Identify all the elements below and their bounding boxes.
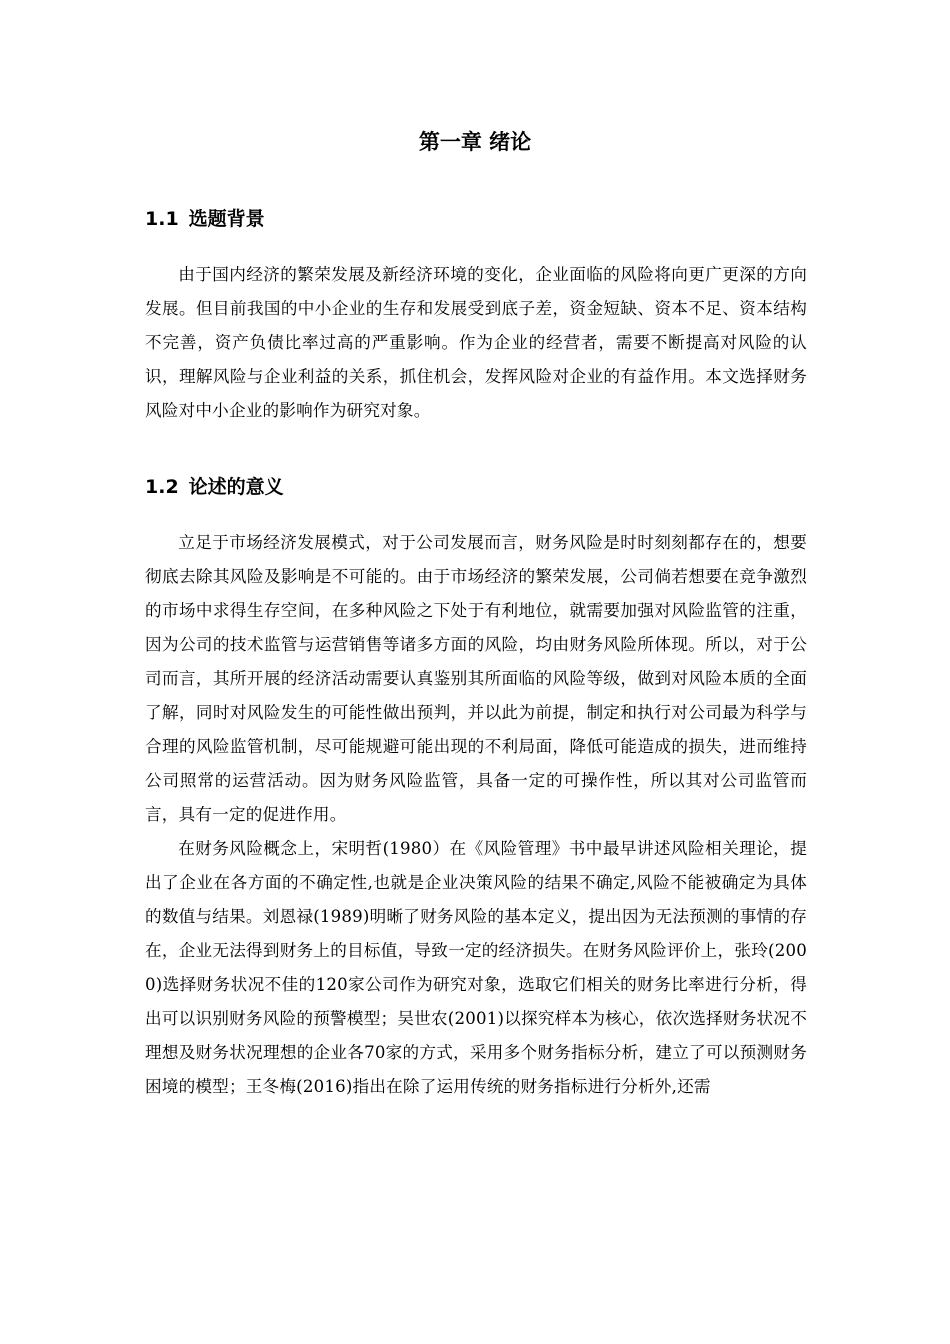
section-heading-1-2: [145, 473, 284, 501]
section-number: 1.2: [145, 476, 179, 498]
section-heading-1-1: [145, 205, 265, 233]
section-title: 论述的意义: [188, 476, 284, 498]
paragraph: 由于国内经济的繁荣发展及新经济环境的变化，企业面临的风险将向更广更深的方向发展。但目前我国的中小企业的生存和发展受到底子差，资金短缺、资本不足、资本结构不完善，资产负债比率过高的严重影响。作为企业的经营者，需要不断提高对风险的认识，理解风险与企业利益的关系，抓住机会，发挥风险对企业的有益作用。本文选择财务风险对中小企业的影响作为研究对象。: [145, 265, 807, 420]
section-title: 选题背景: [188, 208, 265, 230]
section-number: 1.1: [145, 208, 179, 230]
chapter-title: 第一章 绪论: [418, 130, 532, 154]
section-body-1-1: [145, 258, 807, 428]
paragraph: 立足于市场经济发展模式，对于公司发展而言，财务风险是时时刻刻都存在的，想要彻底去除其风险及影响是不可能的。由于市场经济的繁荣发展，公司倘若想要在竞争激烈的市场中求得生存空间，在多种风险之下处于有利地位，就需要加强对风险监管的注重，因为公司的技术监管与运营销售等诸多方面的风险，均由财务风险所体现。所以，对于公司而言，其所开展的经济活动需要认真鉴别其所面临的风险等级，做到对风险本质的全面了解，同时对风险发生的可能性做出预判，并以此为前提，制定和执行对公司最为科学与合理的风险监管机制，尽可能规避可能出现的不利局面，降低可能造成的损失，进而维持公司照常的运营活动。因为财务风险监管，具备一定的可操作性，所以其对公司监管而言，具有一定的促进作用。: [145, 533, 807, 824]
paragraph: 在财务风险概念上，宋明哲(1980）在《风险管理》书中最早讲述风险相关理论，提出了企业在各方面的不确定性,也就是企业决策风险的结果不确定,风险不能被确定为具体的数值与结果。刘恩禄(1989)明晰了财务风险的基本定义，提出因为无法预测的事情的存在，企业无法得到财务上的目标值，导致一定的经济损失。在财务风险评价上，张玲(2000)选择财务状况不佳的120家公司作为研究对象，选取它们相关的财务比率进行分析，得出可以识别财务风险的预警模型；吴世农(2001)以探究样本为核心，依次选择财务状况不理想及财务状况理想的企业各70家的方式，采用多个财务指标分析，建立了可以预测财务困境的模型；王冬梅(2016)指出在除了运用传统的财务指标进行分析外,还需: [145, 839, 807, 1096]
section-body-1-2: [145, 526, 807, 1104]
